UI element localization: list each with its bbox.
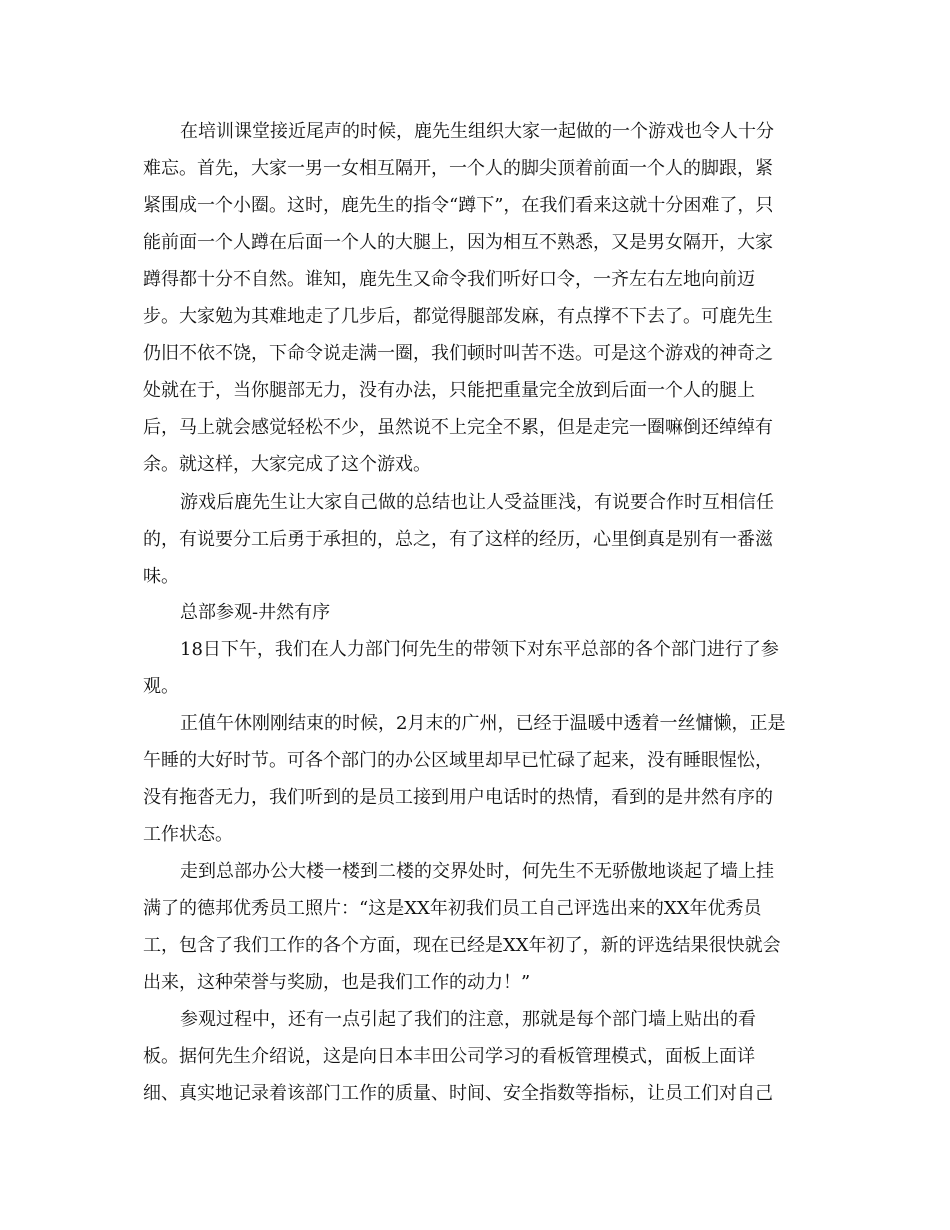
text-line: 观。: [143, 676, 179, 697]
text-line: 余。就这样，大家完成了这个游戏。: [143, 454, 431, 475]
text-line: 工作状态。: [143, 824, 233, 845]
text-line: 紧围成一个小圈。这时，鹿先生的指令“蹲下”，在我们看来这就十分困难了，只: [143, 195, 774, 216]
text-line: 仍旧不依不饶，下命令说走满一圈，我们顿时叫苦不迭。可是这个游戏的神奇之: [143, 343, 773, 364]
text-line: 的，有说要分工后勇于承担的，总之，有了这样的经历，心里倒真是别有一番滋: [143, 529, 773, 550]
text-line: 午睡的大好时节。可各个部门的办公区域里却早已忙碌了起来，没有睡眼惺忪，: [143, 750, 773, 771]
text-line: 能前面一个人蹲在后面一个人的大腿上，因为相互不熟悉，又是男女隔开，大家: [143, 232, 773, 253]
text-line: 细、真实地记录着该部门工作的质量、时间、安全指数等指标，让员工们对自己: [143, 1083, 773, 1104]
text-line: 走到总部办公大楼一楼到二楼的交界处时，何先生不无骄傲地谈起了墙上挂: [180, 861, 774, 882]
text-line: 满了的德邦优秀员工照片：“这是XX年初我们员工自己评选出来的XX年优秀员: [143, 898, 762, 919]
text-line: 在培训课堂接近尾声的时候，鹿先生组织大家一起做的一个游戏也令人十分: [180, 121, 774, 142]
text-line: 出来，这种荣誉与奖励，也是我们工作的动力！”: [143, 972, 531, 993]
text-line: 参观过程中，还有一点引起了我们的注意，那就是每个部门墙上贴出的看: [180, 1009, 756, 1030]
text-line: 蹲得都十分不自然。谁知，鹿先生又命令我们听好口令，一齐左右左地向前迈: [143, 269, 755, 290]
text-line: 难忘。首先，大家一男一女相互隔开，一个人的脚尖顶着前面一个人的脚跟，紧: [143, 158, 773, 179]
text-line: 正值午休刚刚结束的时候，2月末的广州，已经于温暖中透着一丝慵懒，正是: [180, 713, 786, 734]
text-line: 游戏后鹿先生让大家自己做的总结也让人受益匪浅，有说要合作时互相信任: [180, 492, 774, 513]
text-line: 工，包含了我们工作的各个方面，现在已经是XX年初了，新的评选结果很快就会: [143, 935, 781, 956]
text-line: 板。据何先生介绍说，这是向日本丰田公司学习的看板管理模式，面板上面详: [143, 1046, 755, 1067]
text-line: 18日下午，我们在人力部门何先生的带领下对东平总部的各个部门进行了参: [180, 639, 779, 660]
section-heading: 总部参观-井然有序: [180, 602, 331, 623]
text-line: 味。: [143, 566, 179, 587]
text-line: 步。大家勉为其难地走了几步后，都觉得腿部发麻，有点撑不下去了。可鹿先生: [143, 306, 773, 327]
text-line: 没有拖沓无力，我们听到的是员工接到用户电话时的热情，看到的是井然有序的: [143, 787, 773, 808]
text-line: 后，马上就会感觉轻松不少，虽然说不上完全不累，但是走完一圈嘛倒还绰绰有: [143, 417, 773, 438]
text-line: 处就在于，当你腿部无力，没有办法，只能把重量完全放到后面一个人的腿上: [143, 380, 755, 401]
